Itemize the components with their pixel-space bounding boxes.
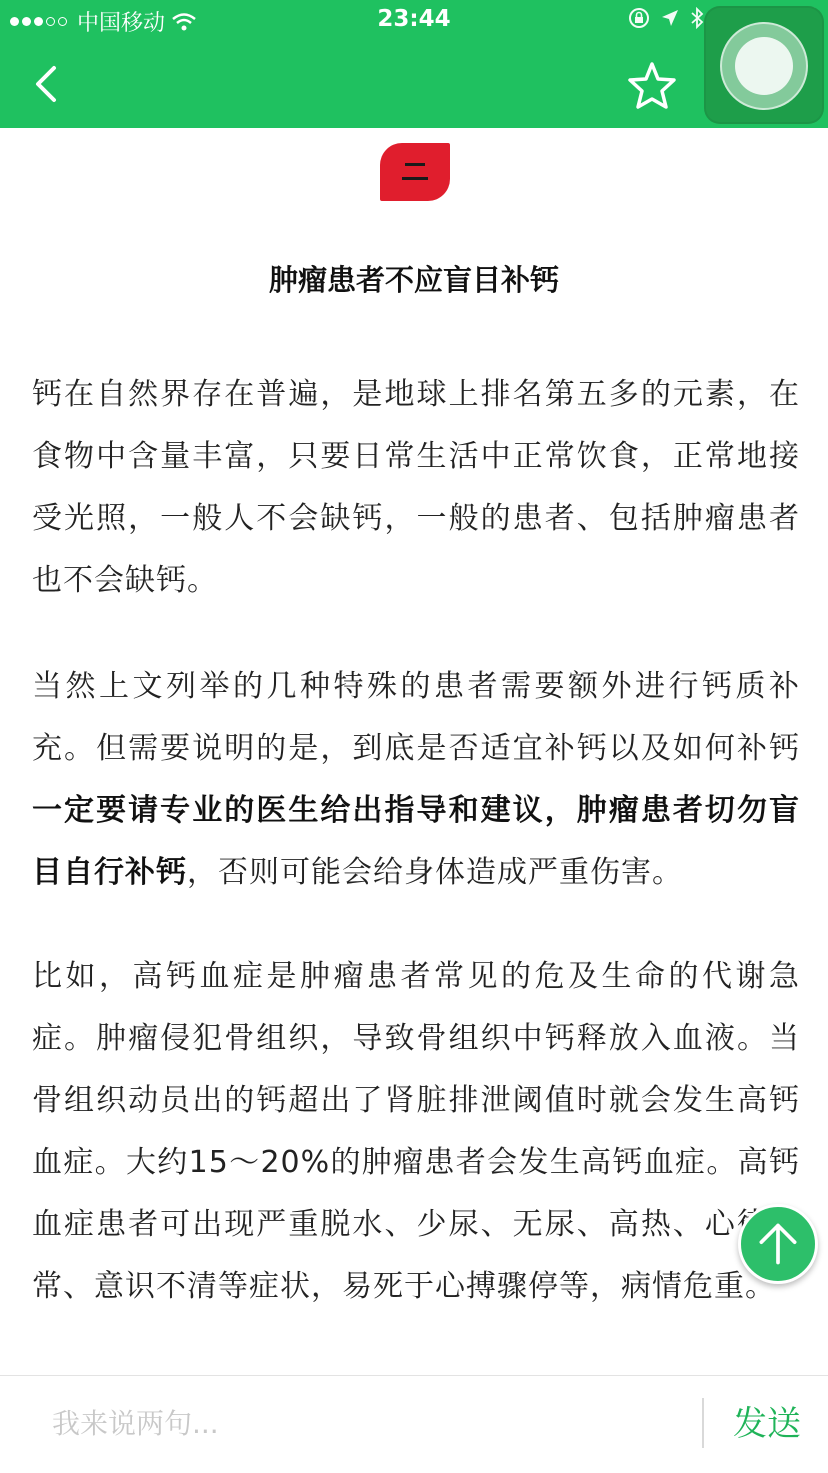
scroll-to-top-button[interactable] xyxy=(738,1204,818,1284)
comment-bar xyxy=(0,1375,828,1473)
article-paragraph-2 xyxy=(32,656,800,904)
comment-input[interactable] xyxy=(50,1394,674,1452)
favorite-star-icon[interactable] xyxy=(624,58,680,114)
send-button[interactable]: 发送 xyxy=(733,1404,801,1444)
status-time: 23:44 xyxy=(377,6,451,32)
assistive-ring-icon xyxy=(720,22,808,110)
rotation-lock-icon xyxy=(628,7,650,29)
carrier-name: 中国移动 xyxy=(77,11,166,36)
floating-assistive-button[interactable] xyxy=(704,6,824,124)
section-number-badge xyxy=(380,143,450,201)
location-icon xyxy=(660,8,680,28)
paragraph-text: 比如，高钙血症是肿瘤患者常见的危及生命的代谢急症。肿瘤侵犯骨组织，导致骨组织中钙释放入血液。当骨组织动员出的钙超出了肾脏排泄阈值时就会发生高钙血症。大约15～20%的肿瘤患者会发生高钙血症。高钙血症患者可出现严重脱水、少尿、无尿、高热、心律失常、意识不清等症状，易死于心搏骤停等，病情危重。 xyxy=(32,959,800,1304)
article-title: 肿瘤患者不应盲目补钙 xyxy=(268,263,559,297)
paragraph-text: ，否则可能会给身体造成严重伤害。 xyxy=(187,855,683,890)
article-paragraph-3 xyxy=(32,946,800,1318)
article-paragraph-1 xyxy=(32,364,800,612)
paragraph-text: 当然上文列举的几种特殊的患者需要额外进行钙质补充。但需要说明的是，到底是否适宜补钙以及如何补钙 xyxy=(32,669,800,766)
paragraph-text: 钙在自然界存在普遍，是地球上排名第五多的元素，在食物中含量丰富，只要日常生活中正常饮食，正常地接受光照，一般人不会缺钙，一般的患者、包括肿瘤患者也不会缺钙。 xyxy=(32,377,800,598)
bluetooth-icon xyxy=(690,7,704,29)
comment-bar-divider xyxy=(702,1398,704,1448)
back-button[interactable] xyxy=(28,62,68,106)
emphasized-text: 一定要请专业的医生给出指导和建议，肿瘤患者切勿盲目自行补钙 xyxy=(32,793,800,890)
